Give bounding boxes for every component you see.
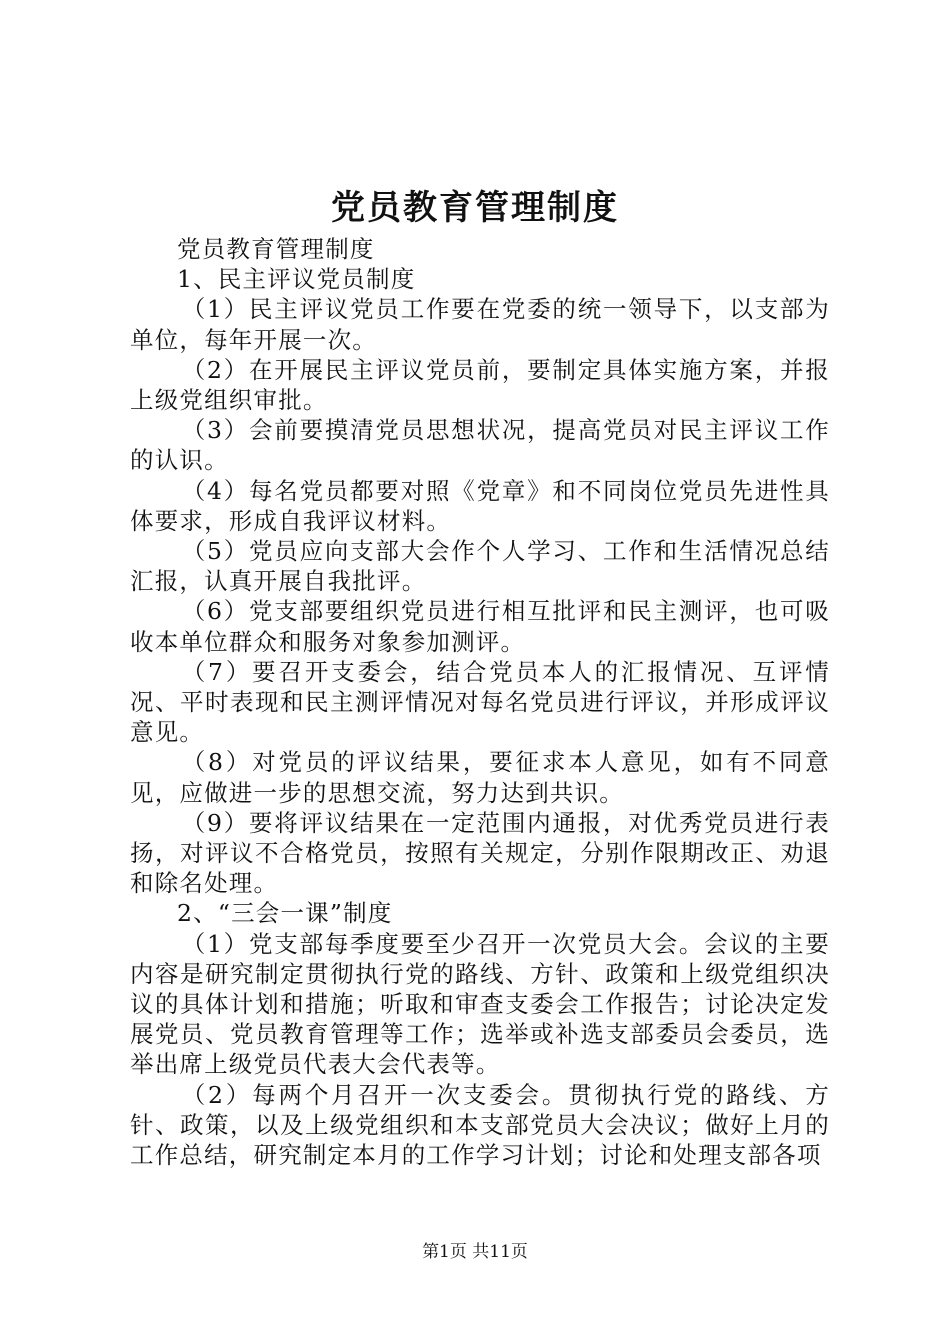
paragraph: （2）每两个月召开一次支委会。贯彻执行党的路线、方针、政策，以及上级党组织和本支部党员大会决议；做好上月的工作总结，研究制定本月的工作学习计划；讨论和处理支部各项 [130,1080,830,1170]
paragraph: （2）在开展民主评议党员前，要制定具体实施方案，并报上级党组织审批。 [130,355,830,415]
page-footer: 第1页 共11页 [422,1242,528,1262]
paragraph: （8）对党员的评议结果，要征求本人意见，如有不同意见，应做进一步的思想交流，努力达到共识。 [130,748,830,807]
paragraph: 2、“三会一课”制度 [177,899,393,928]
paragraph: （1）党支部每季度要至少召开一次党员大会。会议的主要内容是研究制定贯彻执行党的路线、方针、政策和上级党组织决议的具体计划和措施；听取和审查支委会工作报告；讨论决定发展党员、党员教育管理等工作；选举或补选支部委员会委员，选举出席上级党员代表大会代表等。 [130,929,830,1079]
document-body [130,234,830,1170]
document-title: 党员教育管理制度 [331,188,619,228]
paragraph: （9）要将评议结果在一定范围内通报，对优秀党员进行表扬，对评议不合格党员，按照有关规定，分别作限期改正、劝退和除名处理。 [130,808,830,898]
paragraph: （6）党支部要组织党员进行相互批评和民主测评，也可吸收本单位群众和服务对象参加测评。 [130,597,830,656]
paragraph: （5）党员应向支部大会作个人学习、工作和生活情况总结汇报，认真开展自我批评。 [130,537,830,596]
paragraph: （3）会前要摸清党员思想状况，提高党员对民主评议工作的认识。 [130,416,830,475]
paragraph: （1）民主评议党员工作要在党委的统一领导下，以支部为单位，每年开展一次。 [130,295,830,354]
paragraph: （7）要召开支委会，结合党员本人的汇报情况、互评情况、平时表现和民主测评情况对每名党员进行评议，并形成评议意见。 [130,657,830,747]
paragraph: 1、民主评议党员制度 [177,265,416,294]
paragraph: 党员教育管理制度 [177,235,375,263]
paragraph: （4）每名党员都要对照《党章》和不同岗位党员先进性具体要求，形成自我评议材料。 [130,476,830,535]
